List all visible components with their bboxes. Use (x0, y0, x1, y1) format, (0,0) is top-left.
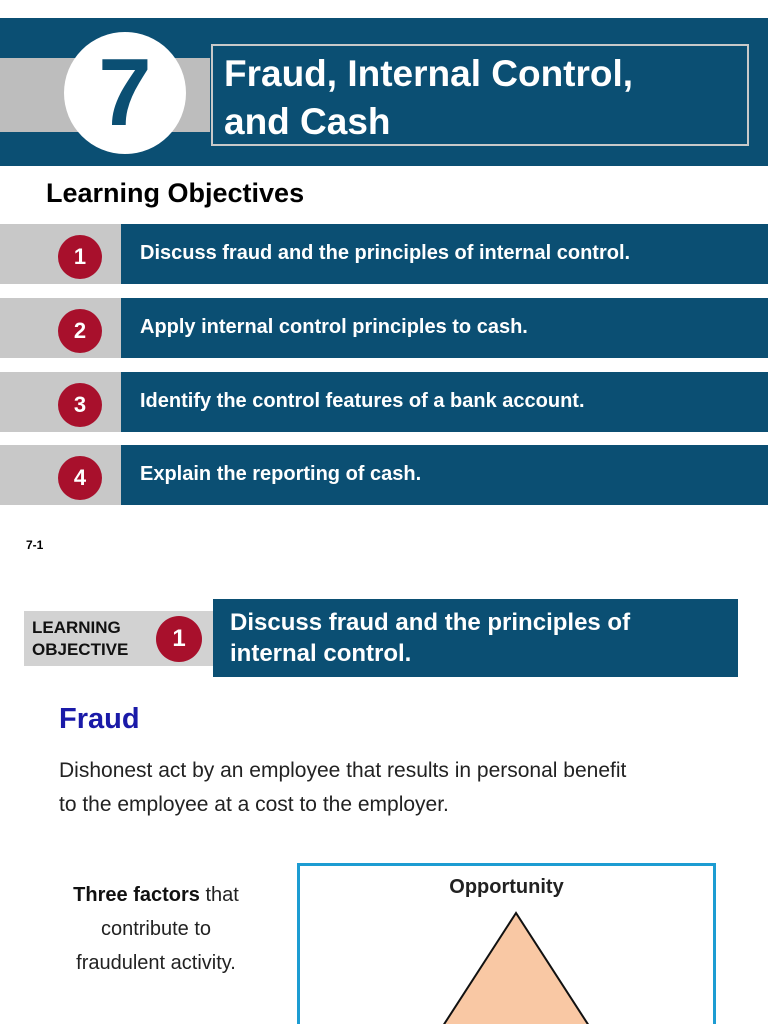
chapter-title (224, 50, 744, 146)
objective-text: Apply internal control principles to cash. (140, 316, 528, 338)
objective-number-badge: 1 (58, 235, 102, 279)
factors-line3: fraudulent activity. (76, 952, 236, 974)
lo-label-line2: OBJECTIVE (32, 640, 129, 659)
factors-line1 (42, 878, 270, 912)
lo-title-line1: Discuss fraud and the principles of (230, 609, 631, 636)
chapter-title-line2: and Cash (224, 101, 391, 142)
fraud-triangle-frame (297, 863, 716, 1024)
fraud-definition (59, 754, 719, 822)
factors-rest: that (199, 884, 239, 906)
fraud-triangle (430, 913, 602, 1024)
fraud-heading: Fraud (59, 703, 140, 735)
objective-number-badge: 2 (58, 309, 102, 353)
lo-label-line1: LEARNING (32, 618, 121, 637)
lo-title-line2: internal control. (230, 640, 412, 667)
chapter-number: 7 (98, 39, 152, 146)
objective-text: Discuss fraud and the principles of internal control. (140, 242, 631, 264)
objective-text: Explain the reporting of cash. (140, 463, 422, 485)
slide-number: 7-1 (26, 538, 44, 552)
fraud-definition-line2: to the employee at a cost to the employer. (59, 793, 449, 816)
fraud-definition-line1: Dishonest act by an employee that results in personal benefit (59, 759, 627, 782)
objective-number-badge: 3 (58, 383, 102, 427)
lo-label (32, 617, 128, 661)
objective-row-4 (0, 445, 768, 505)
three-factors-text (42, 878, 270, 980)
triangle-opportunity-label: Opportunity (449, 876, 564, 898)
chapter-title-line1: Fraud, Internal Control, (224, 53, 634, 94)
objective-row-3 (0, 372, 768, 432)
objective-number-badge: 4 (58, 456, 102, 500)
factors-bold: Three factors (73, 884, 200, 906)
objective-row-1 (0, 224, 768, 284)
lo-number-badge: 1 (156, 616, 202, 662)
lo-title (230, 607, 730, 669)
objective-row-2 (0, 298, 768, 358)
learning-objectives-heading: Learning Objectives (46, 178, 305, 208)
factors-line2: contribute to (100, 918, 212, 940)
objective-text: Identify the control features of a bank account. (140, 390, 585, 412)
